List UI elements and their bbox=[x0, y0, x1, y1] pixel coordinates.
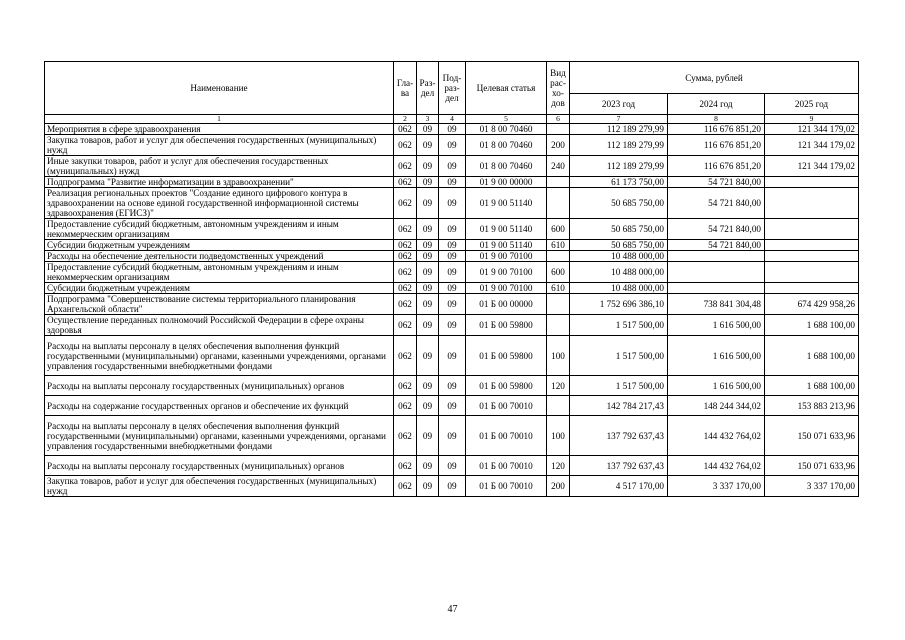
row-target: 01 Б 00 59800 bbox=[466, 376, 547, 396]
row-podrazdel: 09 bbox=[439, 177, 466, 188]
row-razdel: 09 bbox=[417, 124, 439, 135]
row-glava: 062 bbox=[394, 251, 417, 262]
column-index: 9 bbox=[765, 115, 859, 124]
row-podrazdel: 09 bbox=[439, 219, 466, 240]
row-sum-2023: 112 189 279,99 bbox=[570, 156, 668, 177]
table-row bbox=[45, 124, 859, 135]
row-podrazdel: 09 bbox=[439, 135, 466, 156]
row-target: 01 9 00 70100 bbox=[466, 283, 547, 294]
row-sum-2025: 153 883 213,96 bbox=[765, 396, 859, 416]
row-sum-2025: 150 071 633,96 bbox=[765, 416, 859, 456]
row-vid: 100 bbox=[547, 336, 570, 376]
row-vid bbox=[547, 396, 570, 416]
row-razdel: 09 bbox=[417, 219, 439, 240]
row-podrazdel: 09 bbox=[439, 294, 466, 315]
row-name: Расходы на выплаты персоналу государственных (муниципальных) органов bbox=[45, 376, 394, 396]
row-razdel: 09 bbox=[417, 456, 439, 476]
column-index: 3 bbox=[417, 115, 439, 124]
row-sum-2024: 144 432 764,02 bbox=[668, 456, 765, 476]
row-razdel: 09 bbox=[417, 476, 439, 497]
header-year-2023: 2023 год bbox=[570, 94, 668, 115]
row-sum-2024: 144 432 764,02 bbox=[668, 416, 765, 456]
row-name: Мероприятия в сфере здравоохранения bbox=[45, 124, 394, 135]
row-razdel: 09 bbox=[417, 262, 439, 283]
table-row bbox=[45, 376, 859, 396]
row-glava: 062 bbox=[394, 396, 417, 416]
row-glava: 062 bbox=[394, 476, 417, 497]
row-vid bbox=[547, 251, 570, 262]
row-podrazdel: 09 bbox=[439, 283, 466, 294]
table-row bbox=[45, 262, 859, 283]
page-number: 47 bbox=[447, 604, 458, 615]
row-sum-2023: 1 517 500,00 bbox=[570, 376, 668, 396]
row-vid: 100 bbox=[547, 416, 570, 456]
column-index-row bbox=[45, 115, 859, 124]
row-sum-2025 bbox=[765, 177, 859, 188]
table-row bbox=[45, 177, 859, 188]
table-body bbox=[45, 124, 859, 497]
budget-table bbox=[44, 61, 859, 497]
row-target: 01 9 00 51140 bbox=[466, 240, 547, 251]
row-vid: 600 bbox=[547, 262, 570, 283]
row-sum-2024: 116 676 851,20 bbox=[668, 124, 765, 135]
row-target: 01 9 00 51140 bbox=[466, 219, 547, 240]
row-sum-2023: 61 173 750,00 bbox=[570, 177, 668, 188]
row-target: 01 8 00 70460 bbox=[466, 135, 547, 156]
row-podrazdel: 09 bbox=[439, 188, 466, 219]
row-name: Предоставление субсидий бюджетным, автономным учреждениям и иным некоммерческим организациям bbox=[45, 262, 394, 283]
row-target: 01 Б 00 70010 bbox=[466, 416, 547, 456]
row-glava: 062 bbox=[394, 156, 417, 177]
row-razdel: 09 bbox=[417, 315, 439, 336]
row-glava: 062 bbox=[394, 315, 417, 336]
row-target: 01 9 00 70100 bbox=[466, 262, 547, 283]
row-podrazdel: 09 bbox=[439, 336, 466, 376]
row-sum-2025 bbox=[765, 240, 859, 251]
row-sum-2023: 142 784 217,43 bbox=[570, 396, 668, 416]
row-sum-2024 bbox=[668, 283, 765, 294]
row-sum-2023: 50 685 750,00 bbox=[570, 240, 668, 251]
row-sum-2024: 738 841 304,48 bbox=[668, 294, 765, 315]
row-target: 01 9 00 00000 bbox=[466, 177, 547, 188]
row-sum-2023: 1 517 500,00 bbox=[570, 336, 668, 376]
row-vid: 120 bbox=[547, 456, 570, 476]
header-year-2024: 2024 год bbox=[668, 94, 765, 115]
row-sum-2024 bbox=[668, 262, 765, 283]
row-sum-2023: 1 752 696 386,10 bbox=[570, 294, 668, 315]
row-name: Подпрограмма "Развитие информатизации в здравоохранении" bbox=[45, 177, 394, 188]
row-sum-2024: 3 337 170,00 bbox=[668, 476, 765, 497]
row-glava: 062 bbox=[394, 456, 417, 476]
row-name: Закупка товаров, работ и услуг для обеспечения государственных (муниципальных) нужд bbox=[45, 476, 394, 497]
header-podrazdel: Под-раз-дел bbox=[439, 62, 466, 115]
row-name: Реализация региональных проектов "Создание единого цифрового контура в здравоохранении на основе единой государственной информационной системы здравоохранения (ЕГИСЗ)" bbox=[45, 188, 394, 219]
row-name: Расходы на содержание государственных органов и обеспечение их функций bbox=[45, 396, 394, 416]
row-target: 01 9 00 51140 bbox=[466, 188, 547, 219]
table-row bbox=[45, 135, 859, 156]
row-glava: 062 bbox=[394, 188, 417, 219]
row-sum-2024: 116 676 851,20 bbox=[668, 135, 765, 156]
row-glava: 062 bbox=[394, 219, 417, 240]
row-glava: 062 bbox=[394, 240, 417, 251]
header-name: Наименование bbox=[45, 62, 394, 115]
row-sum-2025: 1 688 100,00 bbox=[765, 315, 859, 336]
row-name: Расходы на обеспечение деятельности подведомственных учреждений bbox=[45, 251, 394, 262]
row-target: 01 Б 00 59800 bbox=[466, 336, 547, 376]
row-vid bbox=[547, 315, 570, 336]
row-vid bbox=[547, 294, 570, 315]
row-razdel: 09 bbox=[417, 396, 439, 416]
row-target: 01 9 00 70100 bbox=[466, 251, 547, 262]
table-row bbox=[45, 396, 859, 416]
row-razdel: 09 bbox=[417, 156, 439, 177]
row-podrazdel: 09 bbox=[439, 124, 466, 135]
row-sum-2025 bbox=[765, 283, 859, 294]
row-sum-2024: 54 721 840,00 bbox=[668, 240, 765, 251]
row-name: Расходы на выплаты персоналу государственных (муниципальных) органов bbox=[45, 456, 394, 476]
row-podrazdel: 09 bbox=[439, 251, 466, 262]
column-index: 6 bbox=[547, 115, 570, 124]
column-index: 7 bbox=[570, 115, 668, 124]
table-row bbox=[45, 219, 859, 240]
row-sum-2023: 137 792 637,43 bbox=[570, 416, 668, 456]
table-row bbox=[45, 315, 859, 336]
row-sum-2023: 4 517 170,00 bbox=[570, 476, 668, 497]
row-sum-2025: 1 688 100,00 bbox=[765, 336, 859, 376]
row-glava: 062 bbox=[394, 283, 417, 294]
row-glava: 062 bbox=[394, 416, 417, 456]
row-sum-2023: 1 517 500,00 bbox=[570, 315, 668, 336]
table-row bbox=[45, 251, 859, 262]
row-vid: 200 bbox=[547, 476, 570, 497]
row-vid: 120 bbox=[547, 376, 570, 396]
row-podrazdel: 09 bbox=[439, 416, 466, 456]
table-row bbox=[45, 294, 859, 315]
row-podrazdel: 09 bbox=[439, 396, 466, 416]
row-name: Подпрограмма "Совершенствование системы территориального планирования Архангельской области" bbox=[45, 294, 394, 315]
row-target: 01 Б 00 59800 bbox=[466, 315, 547, 336]
header-target: Целевая статья bbox=[466, 62, 547, 115]
row-podrazdel: 09 bbox=[439, 376, 466, 396]
column-index: 4 bbox=[439, 115, 466, 124]
row-name: Иные закупки товаров, работ и услуг для обеспечения государственных (муниципальных) нужд bbox=[45, 156, 394, 177]
table-row bbox=[45, 476, 859, 497]
row-podrazdel: 09 bbox=[439, 456, 466, 476]
row-podrazdel: 09 bbox=[439, 476, 466, 497]
row-sum-2023: 50 685 750,00 bbox=[570, 188, 668, 219]
row-glava: 062 bbox=[394, 262, 417, 283]
row-podrazdel: 09 bbox=[439, 156, 466, 177]
row-sum-2025 bbox=[765, 262, 859, 283]
row-sum-2025 bbox=[765, 251, 859, 262]
row-name: Субсидии бюджетным учреждениям bbox=[45, 240, 394, 251]
table-row bbox=[45, 456, 859, 476]
row-sum-2023: 10 488 000,00 bbox=[570, 283, 668, 294]
row-vid: 600 bbox=[547, 219, 570, 240]
row-sum-2024: 1 616 500,00 bbox=[668, 376, 765, 396]
row-glava: 062 bbox=[394, 177, 417, 188]
row-razdel: 09 bbox=[417, 283, 439, 294]
column-index: 1 bbox=[45, 115, 394, 124]
row-target: 01 Б 00 70010 bbox=[466, 456, 547, 476]
row-podrazdel: 09 bbox=[439, 240, 466, 251]
row-sum-2025: 3 337 170,00 bbox=[765, 476, 859, 497]
row-sum-2024 bbox=[668, 251, 765, 262]
row-sum-2024: 54 721 840,00 bbox=[668, 188, 765, 219]
table-row bbox=[45, 416, 859, 456]
column-index: 2 bbox=[394, 115, 417, 124]
row-target: 01 Б 00 70010 bbox=[466, 396, 547, 416]
row-razdel: 09 bbox=[417, 177, 439, 188]
row-sum-2023: 137 792 637,43 bbox=[570, 456, 668, 476]
row-target: 01 Б 00 00000 bbox=[466, 294, 547, 315]
table-row bbox=[45, 283, 859, 294]
row-vid bbox=[547, 124, 570, 135]
row-vid bbox=[547, 177, 570, 188]
row-target: 01 8 00 70460 bbox=[466, 124, 547, 135]
row-sum-2024: 148 244 344,02 bbox=[668, 396, 765, 416]
column-index: 5 bbox=[466, 115, 547, 124]
row-sum-2023: 112 189 279,99 bbox=[570, 124, 668, 135]
row-glava: 062 bbox=[394, 336, 417, 376]
row-sum-2023: 50 685 750,00 bbox=[570, 219, 668, 240]
row-vid: 610 bbox=[547, 240, 570, 251]
row-vid: 240 bbox=[547, 156, 570, 177]
row-podrazdel: 09 bbox=[439, 315, 466, 336]
row-sum-2025: 121 344 179,02 bbox=[765, 135, 859, 156]
row-target: 01 8 00 70460 bbox=[466, 156, 547, 177]
row-sum-2024: 54 721 840,00 bbox=[668, 219, 765, 240]
row-glava: 062 bbox=[394, 294, 417, 315]
row-name: Предоставление субсидий бюджетным, автономным учреждениям и иным некоммерческим организациям bbox=[45, 219, 394, 240]
row-sum-2024: 1 616 500,00 bbox=[668, 336, 765, 376]
row-sum-2025: 121 344 179,02 bbox=[765, 124, 859, 135]
row-name: Субсидии бюджетным учреждениям bbox=[45, 283, 394, 294]
row-razdel: 09 bbox=[417, 251, 439, 262]
row-razdel: 09 bbox=[417, 376, 439, 396]
row-sum-2025 bbox=[765, 188, 859, 219]
row-razdel: 09 bbox=[417, 188, 439, 219]
header-razdel: Раз-дел bbox=[417, 62, 439, 115]
table-row bbox=[45, 188, 859, 219]
row-sum-2023: 10 488 000,00 bbox=[570, 251, 668, 262]
row-sum-2025: 1 688 100,00 bbox=[765, 376, 859, 396]
row-vid: 200 bbox=[547, 135, 570, 156]
row-name: Закупка товаров, работ и услуг для обеспечения государственных (муниципальных) нужд bbox=[45, 135, 394, 156]
row-razdel: 09 bbox=[417, 240, 439, 251]
column-index: 8 bbox=[668, 115, 765, 124]
row-razdel: 09 bbox=[417, 416, 439, 456]
row-glava: 062 bbox=[394, 124, 417, 135]
row-sum-2025 bbox=[765, 219, 859, 240]
row-vid bbox=[547, 188, 570, 219]
row-podrazdel: 09 bbox=[439, 262, 466, 283]
row-sum-2025: 674 429 958,26 bbox=[765, 294, 859, 315]
row-name: Расходы на выплаты персоналу в целях обеспечения выполнения функций государственными (муниципальными) органами, казенными учреждениями, органами управления государственными внебюджетными фондами bbox=[45, 336, 394, 376]
row-sum-2024: 1 616 500,00 bbox=[668, 315, 765, 336]
row-razdel: 09 bbox=[417, 294, 439, 315]
row-sum-2025: 121 344 179,02 bbox=[765, 156, 859, 177]
header-glava: Гла-ва bbox=[394, 62, 417, 115]
table-row bbox=[45, 240, 859, 251]
table-row bbox=[45, 336, 859, 376]
row-glava: 062 bbox=[394, 135, 417, 156]
row-name: Осуществление переданных полномочий Российской Федерации в сфере охраны здоровья bbox=[45, 315, 394, 336]
row-razdel: 09 bbox=[417, 135, 439, 156]
row-sum-2023: 10 488 000,00 bbox=[570, 262, 668, 283]
header-sum: Сумма, рублей bbox=[570, 62, 859, 94]
row-name: Расходы на выплаты персоналу в целях обеспечения выполнения функций государственными (муниципальными) органами, казенными учреждениями, органами управления государственными внебюджетными фондами bbox=[45, 416, 394, 456]
header-vid: Вид рас-хо-дов bbox=[547, 62, 570, 115]
row-sum-2023: 112 189 279,99 bbox=[570, 135, 668, 156]
row-sum-2025: 150 071 633,96 bbox=[765, 456, 859, 476]
row-glava: 062 bbox=[394, 376, 417, 396]
row-target: 01 Б 00 70010 bbox=[466, 476, 547, 497]
row-razdel: 09 bbox=[417, 336, 439, 376]
row-sum-2024: 54 721 840,00 bbox=[668, 177, 765, 188]
header-year-2025: 2025 год bbox=[765, 94, 859, 115]
row-sum-2024: 116 676 851,20 bbox=[668, 156, 765, 177]
row-vid: 610 bbox=[547, 283, 570, 294]
table-row bbox=[45, 156, 859, 177]
